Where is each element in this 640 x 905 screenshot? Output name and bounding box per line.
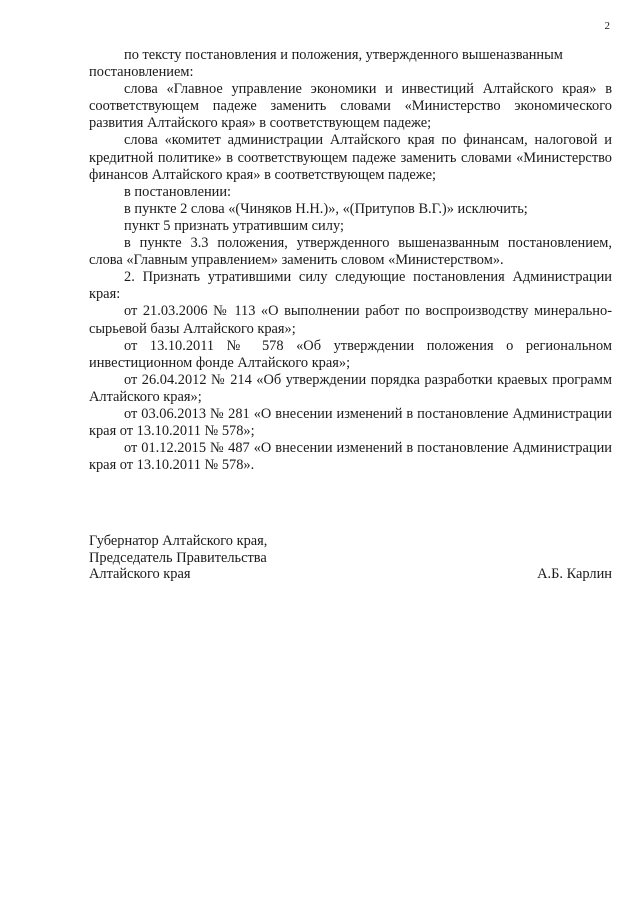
paragraph: в постановлении: (124, 183, 232, 200)
paragraph: в пункте 3.3 положения, утвержденного вышеназванным постановлением, слова «Главным управлением» заменить словом «Министерством». (89, 235, 612, 269)
signatory-title-line: Председатель Правительства (89, 549, 267, 566)
paragraph: в пункте 2 слова «(Чиняков Н.Н.)», «(Притупов В.Г.)» исключить; (124, 200, 528, 217)
paragraph: от 13.10.2011 № 578 «Об утверждении положения о региональном инвестиционном фонде Алтайского края»; (89, 337, 612, 371)
paragraph: от 21.03.2006 № 113 «О выполнении работ по воспроизводству минерально-сырьевой базы Алтайского края»; (89, 303, 612, 337)
paragraph: по тексту постановления и положения, утвержденного вышеназванным (124, 47, 563, 63)
paragraph: слова «комитет администрации Алтайского края по финансам, налоговой и кредитной политике» в соответствующем падеже заменить словами «Министерство финансов Алтайского края» в соответствующем падеже; (89, 132, 612, 183)
paragraph: пункт 5 признать утратившим силу; (124, 217, 344, 234)
paragraph: от 01.12.2015 № 487 «О внесении изменений в постановление Администрации края от 13.10.2011 № 578». (89, 440, 612, 474)
signatory-name: А.Б. Карлин (537, 566, 612, 582)
paragraph: от 26.04.2012 № 214 «Об утверждении порядка разработки краевых программ Алтайского края»; (89, 371, 612, 405)
paragraph: постановлением: (89, 64, 194, 81)
signatory-title-line: Губернатор Алтайского края, (89, 533, 268, 549)
paragraph: 2. Признать утратившими силу следующие постановления Администрации края: (89, 269, 612, 303)
paragraph: слова «Главное управление экономики и инвестиций Алтайского края» в соответствующем падеже заменить словами «Министерство экономического развития Алтайского края» в соответствующем падеже; (89, 81, 612, 132)
document-body (89, 47, 612, 474)
signatory-title-line: Алтайского края (89, 566, 191, 582)
signatory-title (89, 533, 612, 583)
signature-block (89, 533, 612, 583)
page-number: 2 (604, 20, 610, 32)
paragraph: от 03.06.2013 № 281 «О внесении изменений в постановление Администрации края от 13.10.2011 № 578»; (89, 405, 612, 440)
